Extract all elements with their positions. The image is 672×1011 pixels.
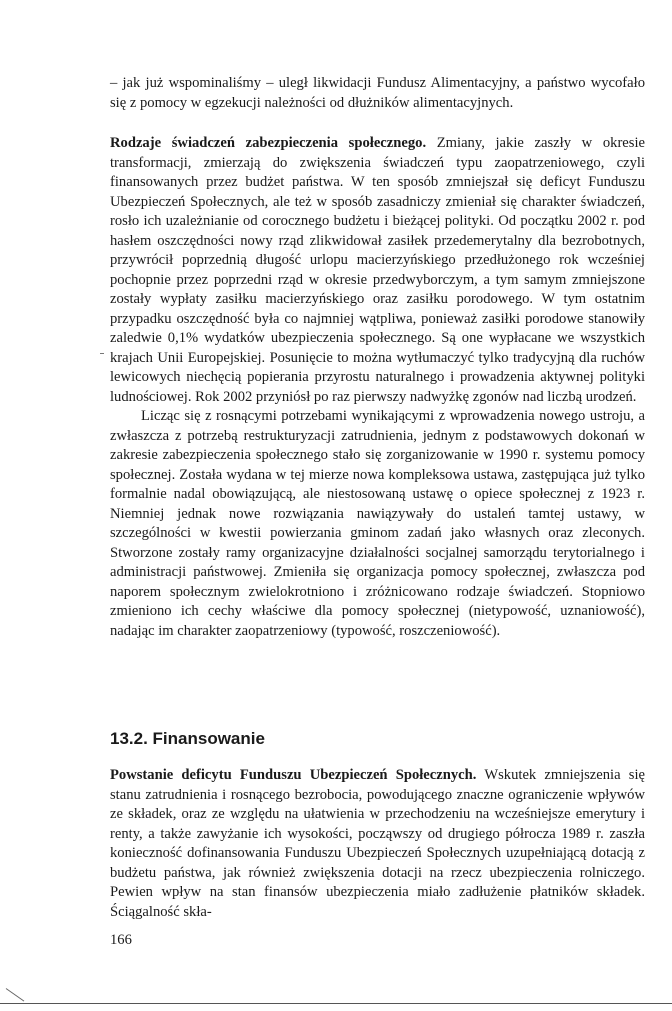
section-benefit-types: [110, 134, 645, 641]
benefit-types-paragraph: [110, 134, 645, 407]
section-heading-financing: 13.2. Finansowanie: [110, 729, 265, 748]
deficit-lead: Powstanie deficytu Funduszu Ubezpieczeń Społecznych.: [110, 767, 477, 783]
corner-scan-mark: [6, 988, 25, 1001]
social-assistance-paragraph: Licząc się z rosnącymi potrzebami wynikającymi z wprowadzenia nowego ustroju, a zwłaszcza z potrzebą restrukturyzacji zatrudnienia, jednym z podstawowych dokonań w zakresie zabezpieczenia społecznego stało się zorganizowanie w 1990 r. systemu pomocy społecznej. Została wydana w tej mierze nowa kompleksowa ustawa, zastępująca już tylko formalnie nadal obowiązującą, ale niestosowaną ustawę o opiece społecznej z 1923 r. Niemniej jednak nowe rozwiązania nawiązywały do ustaleń tamtej ustawy, w szczególności w kwestii powierzania gminom zadań jako własnych oraz zleconych. Stworzone zostały ramy organizacyjne działalności socjalnej samorządu terytorialnego i administracji państwowej. Zmieniła się organizacja pomocy społecznej, zwłaszcza pod naporem społecznym zwielokrotniono i zróżnicowano rodzaje świadczeń. Stopniowo zmieniono ich cechy właściwe dla pomocy społecznej (nietypowość, uznaniowość), nadając im charakter zaopatrzeniowy (typowość, roszczeniowość).: [110, 408, 645, 639]
page-bottom-edge: [0, 1003, 672, 1004]
section-deficit: [110, 766, 645, 922]
margin-mark: [100, 353, 104, 354]
intro-paragraph: – jak już wspominaliśmy – uległ likwidacji Fundusz Alimentacyjny, a państwo wycofało się z pomocy w egzekucji należności od dłużników alimentacyjnych.: [110, 75, 645, 111]
benefit-types-body: Zmiany, jakie zaszły w okresie transformacji, zmierzają do zwiększenia świadczeń typu zaopatrzeniowego, czyli finansowanych przez budżet państwa. W ten sposób zmniejszał się deficyt Funduszu Ubezpieczeń Społecznych, ale też w sposób zasadniczy zmieniał się charakter świadczeń, rosło ich uzależnianie od corocznego budżetu i bieżącej polityki. Od początku 2002 r. pod hasłem oszczędności nowy rząd zlikwidował zasiłek przedemerytalny dla bezrobotnych, przywrócił poprzednią długość urlopu macierzyńskiego przedłużonego rok wcześniej pochopnie przez poprzedni rząd w okresie przedwyborczym, a tym samym zmniejszone zostały wypłaty zasiłku macierzyńskiego oraz zasiłku porodowego. W tym ostatnim przypadku oszczędność była co najmniej wątpliwa, ponieważ zasiłki porodowe stanowiły zaledwie 0,1% wydatków ubezpieczenia społecznego. Są one wypłacane we wszystkich krajach Unii Europejskiej. Posunięcie to można wytłumaczyć tylko tradycyjną dla ruchów lewicowych niechęcią popierania przyrostu naturalnego i prowadzenia aktywnej polityki ludnościowej. Rok 2002 przyniósł po raz pierwszy nadwyżkę zgonów nad liczbą urodzeń.: [110, 135, 645, 405]
deficit-paragraph: [110, 766, 645, 922]
page-number: 166: [110, 932, 132, 948]
benefit-types-lead: Rodzaje świadczeń zabezpieczenia społecznego.: [110, 135, 427, 151]
deficit-body: Wskutek zmniejszenia się stanu zatrudnienia i rosnącego bezrobocia, powodującego znaczne ograniczenie wpływów ze składek, oraz ze względu na ułatwienia w przechodzeniu na wcześniejsze emerytury i renty, a także zawyżanie ich wysokości, począwszy od drugiego półrocza 1989 r. zaszła konieczność dofinansowania Funduszu Ubezpieczeń Społecznych uzupełniającą dotacją z budżetu państwa, jak również zwiększenia dotacji na rzecz ubezpieczenia rolniczego. Pewien wpływ na stan finansów ubezpieczenia miało zadłużenie płatników składek. Ściągalność skła-: [110, 767, 645, 920]
intro-paragraph-block: [110, 74, 645, 113]
